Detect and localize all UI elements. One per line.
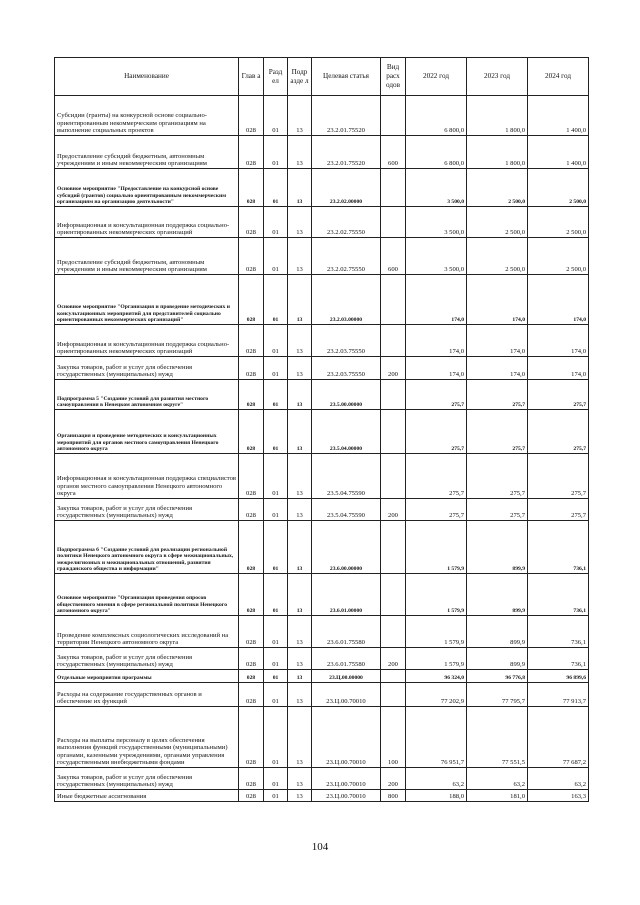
cell-glava: 028 xyxy=(239,707,264,768)
header-name: Наименование xyxy=(55,58,239,96)
header-glava: Глав а xyxy=(239,58,264,96)
cell-podrazdel: 13 xyxy=(288,616,312,648)
cell-razdel: 01 xyxy=(264,169,288,207)
cell-y2024: 736,1 xyxy=(528,616,589,648)
cell-statya: 23.Ц.00.70010 xyxy=(312,790,381,802)
cell-y2023: 96 776,8 xyxy=(467,670,528,683)
cell-y2023: 174,0 xyxy=(467,275,528,325)
table-row xyxy=(55,454,589,499)
cell-podrazdel: 13 xyxy=(288,707,312,768)
cell-name: Информационная и консультационная поддержка социально-ориентированных некоммерческих организаций xyxy=(55,207,239,238)
cell-name: Подпрограмма 5 "Создание условий для развития местного самоуправления в Ненецком автономном округе" xyxy=(55,380,239,410)
cell-name: Закупка товаров, работ и услуг для обеспечения государственных (муниципальных) нужд xyxy=(55,768,239,790)
cell-podrazdel: 13 xyxy=(288,454,312,499)
cell-name: Основное мероприятие "Предоставление на конкурсной основе субсидий (грантов) социально ориентированным некоммерческим организациям на организацию деятельности" xyxy=(55,169,239,207)
cell-y2024: 2 500,0 xyxy=(528,238,589,275)
cell-name: Предоставление субсидий бюджетным, автономным учреждениям и иным некоммерческим организациям xyxy=(55,238,239,275)
cell-y2023: 77 795,7 xyxy=(467,683,528,707)
cell-name: Информационная и консультационная поддержка социально-ориентированных некоммерческих организаций xyxy=(55,325,239,357)
cell-statya: 23.5.04.75590 xyxy=(312,499,381,521)
cell-podrazdel: 13 xyxy=(288,275,312,325)
table-row xyxy=(55,357,589,380)
table-row xyxy=(55,707,589,768)
table-row xyxy=(55,648,589,670)
cell-podrazdel: 13 xyxy=(288,207,312,238)
cell-y2023: 174,0 xyxy=(467,357,528,380)
cell-glava: 028 xyxy=(239,357,264,380)
cell-vid: 200 xyxy=(381,768,406,790)
cell-razdel: 01 xyxy=(264,136,288,169)
cell-razdel: 01 xyxy=(264,648,288,670)
cell-name: Проведение комплексных социологических исследований на территории Ненецкого автономного округа xyxy=(55,616,239,648)
cell-statya: 23.2.03.75550 xyxy=(312,357,381,380)
cell-glava: 028 xyxy=(239,380,264,410)
cell-y2024: 736,1 xyxy=(528,521,589,574)
cell-y2023: 275,7 xyxy=(467,410,528,454)
cell-podrazdel: 13 xyxy=(288,357,312,380)
cell-y2022: 174,0 xyxy=(406,357,467,380)
document-page xyxy=(54,57,588,802)
cell-podrazdel: 13 xyxy=(288,790,312,802)
cell-razdel: 01 xyxy=(264,275,288,325)
cell-vid: 800 xyxy=(381,790,406,802)
header-2024: 2024 год xyxy=(528,58,589,96)
cell-y2022: 1 579,9 xyxy=(406,616,467,648)
cell-statya: 23.5.04.00000 xyxy=(312,410,381,454)
cell-y2022: 275,7 xyxy=(406,410,467,454)
cell-glava: 028 xyxy=(239,136,264,169)
cell-statya: 23.Ц.00.70010 xyxy=(312,707,381,768)
header-2023: 2023 год xyxy=(467,58,528,96)
cell-vid xyxy=(381,683,406,707)
cell-glava: 028 xyxy=(239,521,264,574)
cell-y2022: 77 202,9 xyxy=(406,683,467,707)
cell-glava: 028 xyxy=(239,574,264,616)
cell-y2023: 275,7 xyxy=(467,499,528,521)
cell-razdel: 01 xyxy=(264,325,288,357)
cell-y2023: 275,7 xyxy=(467,454,528,499)
table-row xyxy=(55,521,589,574)
cell-glava: 028 xyxy=(239,648,264,670)
cell-y2023: 275,7 xyxy=(467,380,528,410)
cell-razdel: 01 xyxy=(264,707,288,768)
cell-y2024: 63,2 xyxy=(528,768,589,790)
cell-razdel: 01 xyxy=(264,768,288,790)
cell-glava: 028 xyxy=(239,454,264,499)
cell-statya: 23.Ц.00.00000 xyxy=(312,670,381,683)
cell-y2023: 2 500,0 xyxy=(467,207,528,238)
table-row xyxy=(55,207,589,238)
cell-y2024: 174,0 xyxy=(528,275,589,325)
cell-name: Закупка товаров, работ и услуг для обеспечения государственных (муниципальных) нужд xyxy=(55,499,239,521)
cell-name: Основное мероприятие "Организация и проведение методических и консультационных мероприятий для представителей социально ориентированных некоммерческих организаций" xyxy=(55,275,239,325)
cell-podrazdel: 13 xyxy=(288,325,312,357)
cell-y2022: 6 800,0 xyxy=(406,96,467,136)
cell-y2023: 899,9 xyxy=(467,616,528,648)
cell-glava: 028 xyxy=(239,238,264,275)
page-number: 104 xyxy=(311,841,329,853)
cell-podrazdel: 13 xyxy=(288,648,312,670)
cell-y2022: 174,0 xyxy=(406,275,467,325)
cell-y2022: 1 579,9 xyxy=(406,574,467,616)
cell-y2022: 275,7 xyxy=(406,499,467,521)
cell-y2024: 275,7 xyxy=(528,499,589,521)
cell-podrazdel: 13 xyxy=(288,521,312,574)
table-row xyxy=(55,768,589,790)
cell-statya: 23.2.02.75550 xyxy=(312,207,381,238)
table-row xyxy=(55,410,589,454)
cell-vid xyxy=(381,410,406,454)
cell-y2023: 63,2 xyxy=(467,768,528,790)
cell-vid xyxy=(381,380,406,410)
cell-glava: 028 xyxy=(239,683,264,707)
cell-statya: 23.2.02.00000 xyxy=(312,169,381,207)
cell-name: Закупка товаров, работ и услуг для обеспечения государственных (муниципальных) нужд xyxy=(55,357,239,380)
cell-glava: 028 xyxy=(239,207,264,238)
cell-name: Информационная и консультационная поддержка специалистов органов местного самоуправления Ненецкого автономного округа xyxy=(55,454,239,499)
cell-name: Организация и проведение методических и консультационных мероприятий для органов местного самоуправления Ненецкого автономного округа xyxy=(55,410,239,454)
table-row xyxy=(55,574,589,616)
cell-y2024: 77 913,7 xyxy=(528,683,589,707)
cell-glava: 028 xyxy=(239,275,264,325)
cell-podrazdel: 13 xyxy=(288,136,312,169)
table-row xyxy=(55,683,589,707)
cell-razdel: 01 xyxy=(264,683,288,707)
cell-y2024: 2 500,0 xyxy=(528,207,589,238)
cell-y2023: 2 500,0 xyxy=(467,169,528,207)
cell-y2022: 3 500,0 xyxy=(406,207,467,238)
cell-vid xyxy=(381,670,406,683)
cell-vid xyxy=(381,207,406,238)
header-statya: Целевая статья xyxy=(312,58,381,96)
header-podrazdel: Подр азде л xyxy=(288,58,312,96)
cell-y2024: 275,7 xyxy=(528,410,589,454)
cell-statya: 23.2.03.75550 xyxy=(312,325,381,357)
cell-razdel: 01 xyxy=(264,238,288,275)
cell-statya: 23.5.04.75590 xyxy=(312,454,381,499)
cell-statya: 23.6.01.00000 xyxy=(312,574,381,616)
table-row xyxy=(55,275,589,325)
cell-statya: 23.6.00.00000 xyxy=(312,521,381,574)
cell-name: Субсидии (гранты) на конкурсной основе социально-ориентированным некоммерческим организациям на выполнение социальных проектов xyxy=(55,96,239,136)
cell-glava: 028 xyxy=(239,325,264,357)
cell-statya: 23.Ц.00.70010 xyxy=(312,768,381,790)
cell-vid: 600 xyxy=(381,136,406,169)
cell-razdel: 01 xyxy=(264,357,288,380)
cell-glava: 028 xyxy=(239,670,264,683)
cell-name: Расходы на содержание государственных органов и обеспечение их функций xyxy=(55,683,239,707)
cell-glava: 028 xyxy=(239,96,264,136)
cell-name: Предоставление субсидий бюджетным, автономным учреждениям и иным некоммерческим организациям xyxy=(55,136,239,169)
cell-y2024: 2 500,0 xyxy=(528,169,589,207)
cell-y2024: 174,0 xyxy=(528,325,589,357)
cell-y2024: 275,7 xyxy=(528,380,589,410)
cell-razdel: 01 xyxy=(264,380,288,410)
table-row xyxy=(55,325,589,357)
cell-podrazdel: 13 xyxy=(288,670,312,683)
cell-glava: 028 xyxy=(239,410,264,454)
cell-y2022: 275,7 xyxy=(406,380,467,410)
cell-podrazdel: 13 xyxy=(288,410,312,454)
table-row xyxy=(55,380,589,410)
cell-podrazdel: 13 xyxy=(288,238,312,275)
table-row xyxy=(55,238,589,275)
cell-razdel: 01 xyxy=(264,521,288,574)
cell-glava: 028 xyxy=(239,768,264,790)
cell-vid: 200 xyxy=(381,648,406,670)
cell-y2023: 1 800,0 xyxy=(467,96,528,136)
cell-y2022: 6 800,0 xyxy=(406,136,467,169)
cell-razdel: 01 xyxy=(264,207,288,238)
cell-y2023: 174,0 xyxy=(467,325,528,357)
cell-razdel: 01 xyxy=(264,454,288,499)
cell-podrazdel: 13 xyxy=(288,169,312,207)
cell-podrazdel: 13 xyxy=(288,499,312,521)
cell-statya: 23.2.01.75520 xyxy=(312,136,381,169)
cell-statya: 23.2.02.75550 xyxy=(312,238,381,275)
table-row xyxy=(55,790,589,802)
cell-glava: 028 xyxy=(239,616,264,648)
cell-statya: 23.2.03.00000 xyxy=(312,275,381,325)
cell-razdel: 01 xyxy=(264,616,288,648)
cell-razdel: 01 xyxy=(264,499,288,521)
cell-podrazdel: 13 xyxy=(288,96,312,136)
cell-glava: 028 xyxy=(239,499,264,521)
table-row xyxy=(55,499,589,521)
cell-y2023: 899,9 xyxy=(467,648,528,670)
cell-y2024: 96 899,6 xyxy=(528,670,589,683)
cell-y2024: 1 400,0 xyxy=(528,136,589,169)
cell-name: Расходы на выплаты персоналу в целях обеспечения выполнения функций государственными (муниципальными) органами, казенными учреждениями, органами управления государственными внебюджетными фондами xyxy=(55,707,239,768)
cell-vid xyxy=(381,454,406,499)
cell-y2022: 174,0 xyxy=(406,325,467,357)
cell-y2024: 736,1 xyxy=(528,648,589,670)
cell-vid xyxy=(381,616,406,648)
budget-table xyxy=(54,57,589,802)
cell-podrazdel: 13 xyxy=(288,683,312,707)
table-row xyxy=(55,136,589,169)
table-row xyxy=(55,169,589,207)
cell-name: Иные бюджетные ассигнования xyxy=(55,790,239,802)
cell-y2022: 3 500,0 xyxy=(406,238,467,275)
cell-podrazdel: 13 xyxy=(288,768,312,790)
header-razdel: Разд ел xyxy=(264,58,288,96)
cell-name: Отдельные мероприятия программы xyxy=(55,670,239,683)
cell-y2022: 275,7 xyxy=(406,454,467,499)
cell-y2022: 3 500,0 xyxy=(406,169,467,207)
cell-y2023: 77 551,5 xyxy=(467,707,528,768)
cell-y2023: 1 800,0 xyxy=(467,136,528,169)
cell-name: Закупка товаров, работ и услуг для обеспечения государственных (муниципальных) нужд xyxy=(55,648,239,670)
cell-statya: 23.6.01.75580 xyxy=(312,616,381,648)
cell-razdel: 01 xyxy=(264,96,288,136)
table-header-row xyxy=(55,58,589,96)
cell-razdel: 01 xyxy=(264,410,288,454)
cell-y2024: 1 400,0 xyxy=(528,96,589,136)
cell-y2023: 2 500,0 xyxy=(467,238,528,275)
cell-name: Подпрограмма 6 "Создание условий для реализации региональной политики Ненецкого автономного округа в сфере межнациональных, межрелигиозных и межнациональных отношений, развития гражданского общества и информации" xyxy=(55,521,239,574)
cell-vid xyxy=(381,96,406,136)
cell-y2023: 181,0 xyxy=(467,790,528,802)
cell-podrazdel: 13 xyxy=(288,574,312,616)
cell-y2023: 899,9 xyxy=(467,574,528,616)
cell-y2024: 77 687,2 xyxy=(528,707,589,768)
cell-y2024: 174,0 xyxy=(528,357,589,380)
cell-vid xyxy=(381,574,406,616)
cell-y2022: 63,2 xyxy=(406,768,467,790)
table-row xyxy=(55,96,589,136)
cell-y2022: 1 579,9 xyxy=(406,648,467,670)
cell-glava: 028 xyxy=(239,169,264,207)
cell-vid xyxy=(381,325,406,357)
cell-statya: 23.5.00.00000 xyxy=(312,380,381,410)
cell-vid xyxy=(381,169,406,207)
cell-y2024: 163,3 xyxy=(528,790,589,802)
header-vid: Вид расх одов xyxy=(381,58,406,96)
cell-vid: 200 xyxy=(381,357,406,380)
cell-y2024: 736,1 xyxy=(528,574,589,616)
cell-razdel: 01 xyxy=(264,670,288,683)
cell-y2022: 188,0 xyxy=(406,790,467,802)
cell-y2022: 1 579,9 xyxy=(406,521,467,574)
cell-statya: 23.6.01.75580 xyxy=(312,648,381,670)
cell-y2022: 76 951,7 xyxy=(406,707,467,768)
cell-statya: 23.Ц.00.70010 xyxy=(312,683,381,707)
cell-podrazdel: 13 xyxy=(288,380,312,410)
cell-vid: 600 xyxy=(381,238,406,275)
table-row xyxy=(55,616,589,648)
cell-razdel: 01 xyxy=(264,574,288,616)
cell-vid xyxy=(381,521,406,574)
header-2022: 2022 год xyxy=(406,58,467,96)
cell-y2023: 899,9 xyxy=(467,521,528,574)
cell-glava: 028 xyxy=(239,790,264,802)
cell-vid: 200 xyxy=(381,499,406,521)
table-row xyxy=(55,670,589,683)
cell-vid: 100 xyxy=(381,707,406,768)
cell-vid xyxy=(381,275,406,325)
cell-name: Основное мероприятие "Организация проведения опросов общественного мнения в сфере региональной политики Ненецкого автономного округа" xyxy=(55,574,239,616)
cell-statya: 23.2.01.75520 xyxy=(312,96,381,136)
cell-y2024: 275,7 xyxy=(528,454,589,499)
cell-razdel: 01 xyxy=(264,790,288,802)
cell-y2022: 96 324,0 xyxy=(406,670,467,683)
